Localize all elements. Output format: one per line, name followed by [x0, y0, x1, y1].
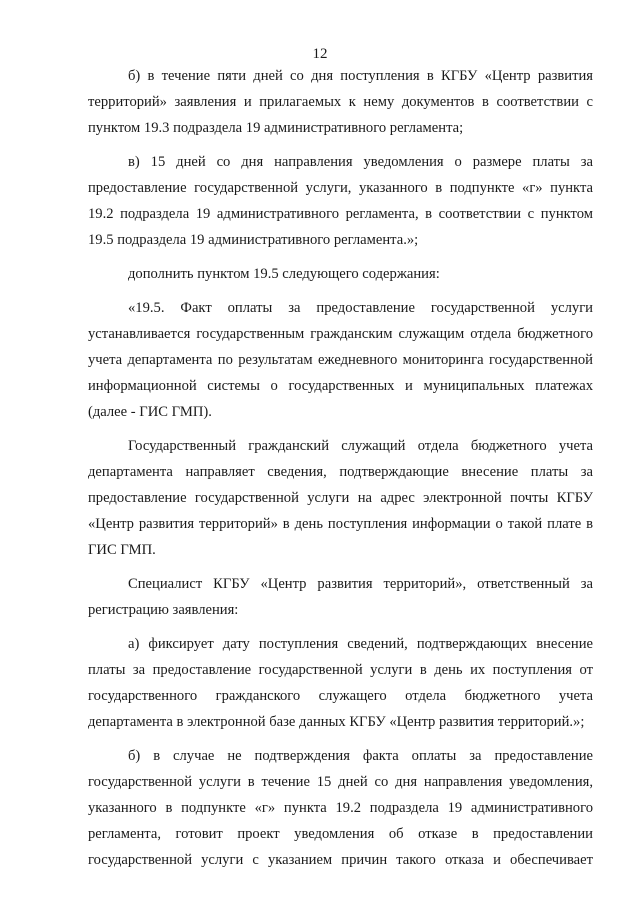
- paragraph-a-records-date: а) фиксирует дату поступления сведений, подтверждающих внесение платы за предоставление государственной услуги в день их поступления от государственного гражданского служащего отдела бюджетного учета департамента в электронной базе данных КГБУ «Центр развития территорий.»;: [88, 636, 593, 730]
- paragraph-b-five-days: б) в течение пяти дней со дня поступления в КГБУ «Центр развития территорий» заявления и прилагаемых к нему документов в соответствии с пунктом 19.3 подраздела 19 административного регламента;: [88, 68, 593, 136]
- paragraph-b-non-confirmation: б) в случае не подтверждения факта оплаты за предоставление государственной услуги в течение 15 дней со дня направления уведомления, указанного в подпункте «г» пункта 19.2 подраздела 19 административного регламента, готовит проект уведомления об отказе в предоставлении государственной услуги с указанием причин такого отказа и обеспечивает: [88, 748, 593, 868]
- paragraph-civil-servant: Государственный гражданский служащий отдела бюджетного учета департамента направляет сведения, подтверждающие внесение платы за предоставление государственной услуги на адрес электронной почты КГБУ «Центр развития территорий» в день поступления информации о такой плате в ГИС ГМП.: [88, 438, 593, 558]
- document-body: [88, 63, 593, 873]
- paragraph-specialist: Специалист КГБУ «Центр развития территорий», ответственный за регистрацию заявления:: [88, 576, 593, 618]
- paragraph-19-5-payment-fact: «19.5. Факт оплаты за предоставление государственной услуги устанавливается государственным гражданским служащим отдела бюджетного учета департамента по результатам ежедневного мониторинга государственной информационной системы о государственных и муниципальных платежах (далее - ГИС ГМП).: [88, 300, 593, 420]
- paragraph-add-19-5: дополнить пунктом 19.5 следующего содержания:: [128, 266, 440, 282]
- paragraph-v-fifteen-days: в) 15 дней со дня направления уведомления о размере платы за предоставление государственной услуги, указанного в подпункте «г» пункта 19.2 подраздела 19 административного регламента, в соответствии с пунктом 19.5 подраздела 19 административного регламента.»;: [88, 154, 593, 248]
- page-number: 12: [312, 46, 328, 62]
